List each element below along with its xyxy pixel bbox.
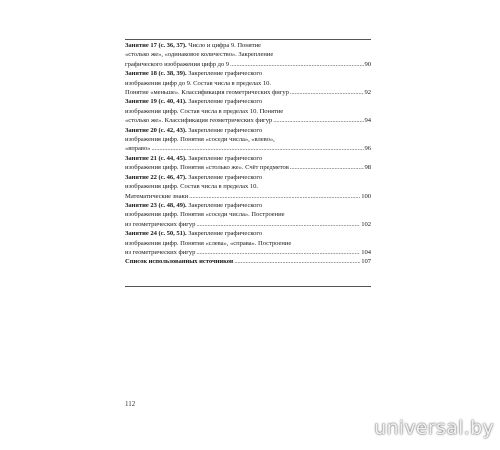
toc-lesson-title: Список использованных источников	[125, 258, 234, 266]
toc-page-number: 92	[364, 89, 371, 97]
toc-line	[125, 192, 371, 201]
toc-line	[125, 173, 371, 182]
toc-line-text: Закрепление графического	[188, 126, 263, 134]
toc-leader-dots	[196, 220, 360, 229]
toc-lesson-title: Занятие 17 (с. 36, 37).	[125, 42, 187, 49]
toc-page-number: 107	[361, 258, 371, 266]
toc-page-number: 98	[364, 164, 371, 172]
toc-lesson-title: Занятие 24 (с. 50, 51).	[125, 230, 187, 238]
toc-line-text: изображения цифр. Понятия «соседи числа», «влево»,	[125, 136, 275, 144]
toc-entry	[125, 97, 371, 125]
toc-leader-dots	[151, 144, 363, 153]
toc-line	[125, 69, 371, 78]
toc-line	[125, 50, 371, 59]
toc-entry	[125, 201, 371, 229]
top-rule	[125, 39, 371, 40]
table-of-contents	[125, 41, 371, 267]
toc-line	[125, 60, 371, 69]
toc-leader-dots	[273, 116, 363, 125]
toc-line-text: графического изображения цифр до 9	[125, 60, 229, 68]
toc-lesson-title: Занятие 18 (с. 38, 39).	[125, 70, 187, 78]
toc-line	[125, 116, 371, 125]
toc-line-text: Закрепление графического	[188, 230, 263, 238]
toc-line-text: из геометрических фигур	[125, 220, 196, 228]
toc-line-text: из геометрических фигур	[125, 248, 196, 256]
toc-leader-dots	[290, 88, 364, 97]
toc-line-text: Число и цифра 9. Понятие	[188, 42, 261, 49]
toc-page-number: 96	[364, 145, 371, 153]
toc-entry	[125, 229, 371, 257]
toc-line-text: Математические знаки	[125, 192, 189, 200]
toc-page-number: 100	[361, 192, 371, 200]
toc-line	[125, 163, 371, 172]
toc-leader-dots	[234, 257, 360, 266]
toc-lesson-title: Занятие 22 (с. 46, 47).	[125, 173, 187, 181]
bottom-rule	[125, 286, 371, 287]
toc-entry	[125, 257, 371, 266]
toc-line	[125, 126, 371, 135]
toc-line-text: изображения цифр. Состав числа в пределах 10. Понятие	[125, 107, 284, 115]
toc-leader-dots	[196, 248, 360, 257]
toc-line-text: изображения цифр. Состав числа в пределах 10.	[125, 183, 258, 191]
toc-line	[125, 182, 371, 191]
toc-page-number: 90	[364, 60, 371, 68]
toc-line	[125, 248, 371, 257]
toc-line-text: изображения цифр до 9. Состав числа в пределах 10.	[125, 79, 271, 87]
toc-leader-dots	[230, 60, 364, 69]
toc-line	[125, 220, 371, 229]
toc-line-text: Закрепление графического	[188, 173, 263, 181]
toc-line-text: изображения цифр. Понятия «столько же». Счёт предметов	[125, 164, 289, 172]
toc-line-text: Закрепление графического	[188, 201, 263, 209]
toc-entry	[125, 126, 371, 154]
toc-line-text: изображения цифр. Понятия «соседи числа». Построение	[125, 211, 285, 219]
toc-lesson-title: Занятие 20 (с. 42, 43).	[125, 126, 187, 134]
toc-line-text: «столько же». Классификация геометрических фигур	[125, 117, 273, 125]
toc-entry	[125, 69, 371, 97]
toc-line	[125, 229, 371, 238]
toc-entry	[125, 154, 371, 173]
toc-line-text: Закрепление графического	[188, 154, 263, 162]
toc-page-number: 94	[364, 117, 371, 125]
toc-line-text: изображения цифр. Понятия «слева», «справа». Построение	[125, 239, 292, 247]
toc-lesson-title: Занятие 23 (с. 48, 49).	[125, 201, 187, 209]
page-number: 112	[125, 400, 136, 408]
toc-leader-dots	[290, 163, 364, 172]
toc-line	[125, 79, 371, 88]
toc-line	[125, 41, 371, 50]
toc-entry	[125, 41, 371, 69]
toc-lesson-title: Занятие 21 (с. 44, 45).	[125, 154, 187, 162]
toc-line-text: Закрепление графического	[188, 98, 263, 106]
toc-line	[125, 257, 371, 266]
toc-page-number: 102	[361, 220, 371, 228]
toc-line	[125, 107, 371, 116]
toc-page-number: 104	[361, 248, 371, 256]
toc-line-text: «вправо»	[125, 145, 151, 153]
toc-line	[125, 97, 371, 106]
toc-line-text: Закрепление графического	[188, 70, 263, 78]
toc-line	[125, 88, 371, 97]
toc-line	[125, 154, 371, 163]
toc-line	[125, 239, 371, 248]
toc-line	[125, 201, 371, 210]
toc-line	[125, 210, 371, 219]
toc-leader-dots	[189, 192, 360, 201]
toc-line	[125, 135, 371, 144]
toc-lesson-title: Занятие 19 (с. 40, 41).	[125, 98, 187, 106]
toc-entry	[125, 173, 371, 201]
watermark: universal.by	[374, 417, 494, 439]
toc-line-text: Понятие «меньше». Классификация геометрических фигур	[125, 89, 289, 97]
toc-line	[125, 144, 371, 153]
toc-line-text: «столько же», «одинаковое количество». Закрепление	[125, 51, 274, 59]
